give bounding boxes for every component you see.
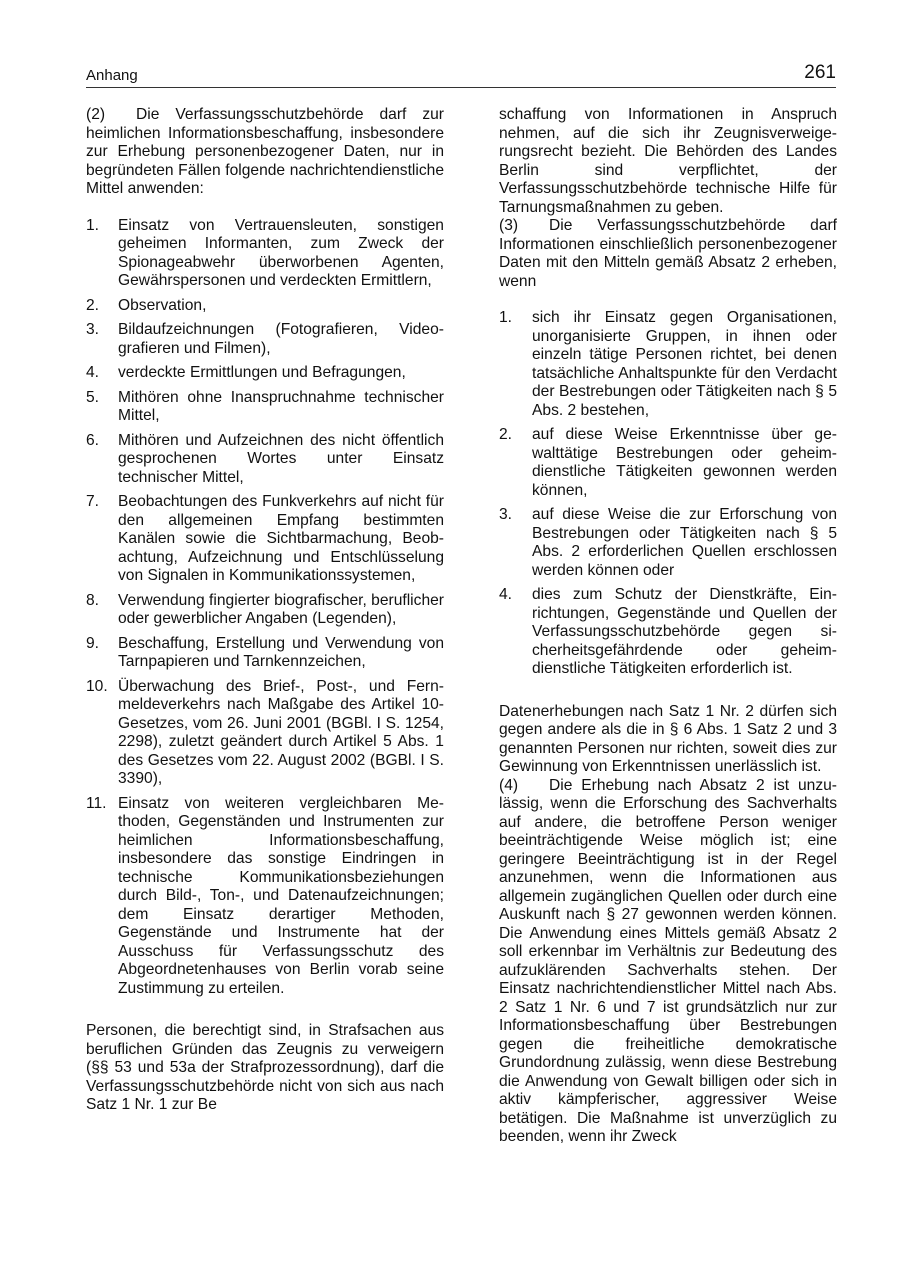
list-item-number: 6. [86,431,100,449]
list-item-text: sich ihr Einsatz gegen Organisationen, unorganisierte Gruppen, in ihnen oder einzeln tätige Personen richtet, bei denen tatsächliche Anhaltspunkte für den Verdacht der Bestrebungen oder Tätigkeiten nach § 5 Abs. 2 bestehen, [532,309,837,419]
list-item-text: Mithören und Aufzeichnen des nicht öffentlich gesprochenen Wortes unter Einsatz technischer Mittel, [118,431,444,486]
list-item-text: Einsatz von Vertrauensleuten, sonstigen geheimen Informanten, zum Zweck der Spionageabwehr überworbenen Agenten, Gewährspersonen und verdeckten Ermittlern, [118,216,444,289]
means-list-item [86,635,444,672]
means-list [86,217,444,999]
list-item-text: Beschaffung, Erstellung und Verwendung von Tarnpapieren und Tarnkennzeichen, [118,634,444,670]
paragraph-2-text: Die Verfassungsschutzbehörde darf zur heimlichen Informationsbeschaffung, insbesondere zur Erhebung personenbezogener Daten, nur in begründeten Fällen folgende nachrichtendienstliche Mittel anwenden: [86,106,444,197]
means-list-item [86,795,444,999]
list-item-number: 2. [499,426,513,443]
means-list-item [86,217,444,291]
paragraph-3-text: Die Verfassungsschutzbehörde darf Informationen einschließlich personenbezogener Daten mit den Mitteln gemäß Absatz 2 erheben, wenn [499,217,837,290]
paragraph-4 [499,777,837,1147]
means-list-item [86,432,444,488]
list-item-number: 3. [86,321,100,338]
list-item-number: 7. [86,493,100,510]
list-item-text: dies zum Schutz der Dienstkräfte, Einrichtungen, Gegenstände und Quellen der Verfassungsschutzbehörde gegen sicherheitsgefährdende oder geheimdienstliche Tätigkeiten erforderlich ist. [532,586,837,677]
means-list-item [86,321,444,358]
list-item-text: auf diese Weise Erkenntnisse über gewalttätige Bestrebungen oder geheimdienstliche Tätigkeiten gewonnen werden können, [532,426,837,499]
list-item-text: Einsatz von weiteren vergleichbaren Methoden, Gegenständen und Instrumenten zur heimlichen Informationsbeschaffung, insbesondere das sonstige Eindringen in technische Kommunikationsbeziehungen durch Bild-, Ton-, und Datenaufzeichnungen; dem Einsatz derartiger Methoden, Gegenstände und Instrumente hat der Ausschuss für Verfassungsschutz des Abgeordnetenhauses von Berlin vorab seine Zustimmung zu erteilen. [118,794,444,997]
paragraph-4-number: (4) [499,776,519,794]
paragraph-3-number: (3) [499,217,519,234]
means-list-item [86,389,444,426]
means-list-item [86,297,444,316]
paragraph-3 [499,217,837,291]
list-item-number: 2. [86,296,100,314]
conditions-list-item [499,506,837,580]
right-column [499,106,837,1147]
paragraph-2-number: (2) [86,106,106,123]
list-item-number: 5. [86,388,100,406]
list-item-number: 1. [86,216,100,234]
conditions-list-item [499,426,837,500]
list-item-number: 4. [86,364,100,381]
continuation-paragraph: schaffung von Informationen in Anspruch nehmen, auf die sich ihr Zeugnisverweigerungsrecht bezieht. Die Behörden des Landes Berlin sind verpflichtet, der Verfassungsschutzbehörde technische Hilfe für Tarnungsmaßnahmen zu geben. [499,106,837,216]
paragraph-2 [86,106,444,199]
list-item-number: 9. [86,634,100,652]
left-column [86,106,444,1115]
conditions-list-item [499,309,837,420]
witness-paragraph: Personen, die berechtigt sind, in Strafsachen aus beruflichen Gründen das Zeugnis zu verweigern (§§ 53 und 53a der Strafprozessordnung), darf die Verfassungsschutzbehörde nicht von sich aus nach Satz 1 Nr. 1 zur Be [86,1022,444,1113]
list-item-text: auf diese Weise die zur Erforschung von Bestrebungen oder Tätigkeiten nach § 5 Abs. 2 erforderlichen Quellen erschlossen werden können oder [532,506,837,579]
list-item-number: 1. [499,309,513,326]
list-item-number: 10. [86,677,108,695]
running-header-section: Anhang [86,67,138,84]
header-rule [86,87,836,88]
list-item-text: verdeckte Ermittlungen und Befragungen, [118,364,406,381]
list-item-text: Bildaufzeichnungen (Fotografieren, Videografieren und Filmen), [118,321,444,357]
list-item-number: 4. [499,586,513,603]
list-item-number: 8. [86,591,100,609]
means-list-item [86,493,444,586]
after-list-paragraph: Datenerhebungen nach Satz 1 Nr. 2 dürfen sich gegen andere als die in § 6 Abs. 1 Satz 2 und 3 genannten Personen nur richten, soweit dies zur Gewinnung von Erkenntnissen unerlässlich ist. [499,702,837,775]
paragraph-4-text: Die Erhebung nach Absatz 2 ist unzulässig, wenn die Erforschung des Sachverhalts auf andere, die betroffene Person weniger beeinträchtigende Weise möglich ist; eine geringere Beeinträchtigung ist in der Regel anzunehmen, wenn die Informationen aus allgemein zugänglichen Quellen oder durch eine Auskunft nach § 27 gewonnen werden können. Die Anwendung eines Mittels gemäß Absatz 2 soll erkennbar im Verhältnis zur Bedeutung des aufzuklärenden Sachverhalts stehen. Der Einsatz nachrichtendienstlicher Mittel nach Abs. 2 Satz 1 Nr. 6 und 7 ist grundsätzlich nur zur Informationsbeschaffung über Bestrebungen gegen die freiheitliche demokratische Grundordnung zulässig, wenn diese Bestrebung die Anwendung von Gewalt billigen oder sich in aktiv kämpferischer, aggressiver Weise betätigen. Die Maßnahme ist unverzüglich zu beenden, wenn ihr Zweck [499,776,837,1145]
conditions-list [499,309,837,679]
list-item-text: Überwachung des Brief-, Post-, und Fernmeldeverkehrs nach Maßgabe des Artikel 10-Gesetzes, vom 26. Juni 2001 (BGBl. I S. 1254, 2298), zuletzt geändert durch Artikel 5 Abs. 1 des Gesetzes vom 22. August 2002 (BGBl. I S. 3390), [118,677,444,787]
list-item-number: 3. [499,506,513,523]
means-list-item [86,678,444,789]
means-list-item [86,592,444,629]
list-item-text: Verwendung fingierter biografischer, beruflicher oder gewerblicher Angaben (Legenden), [118,591,444,627]
list-item-text: Mithören ohne Inanspruchnahme technischer Mittel, [118,388,444,424]
list-item-text: Beobachtungen des Funkverkehrs auf nicht für den allgemeinen Empfang bestimmten Kanälen sowie die Sichtbarmachung, Beobachtung, Aufzeichnung und Entschlüsselung von Signalen in Kommunikationssystemen, [118,493,444,584]
conditions-list-item [499,586,837,679]
means-list-item [86,364,444,383]
list-item-text: Observation, [118,296,207,314]
list-item-number: 11. [86,794,107,812]
page-number: 261 [804,62,836,83]
